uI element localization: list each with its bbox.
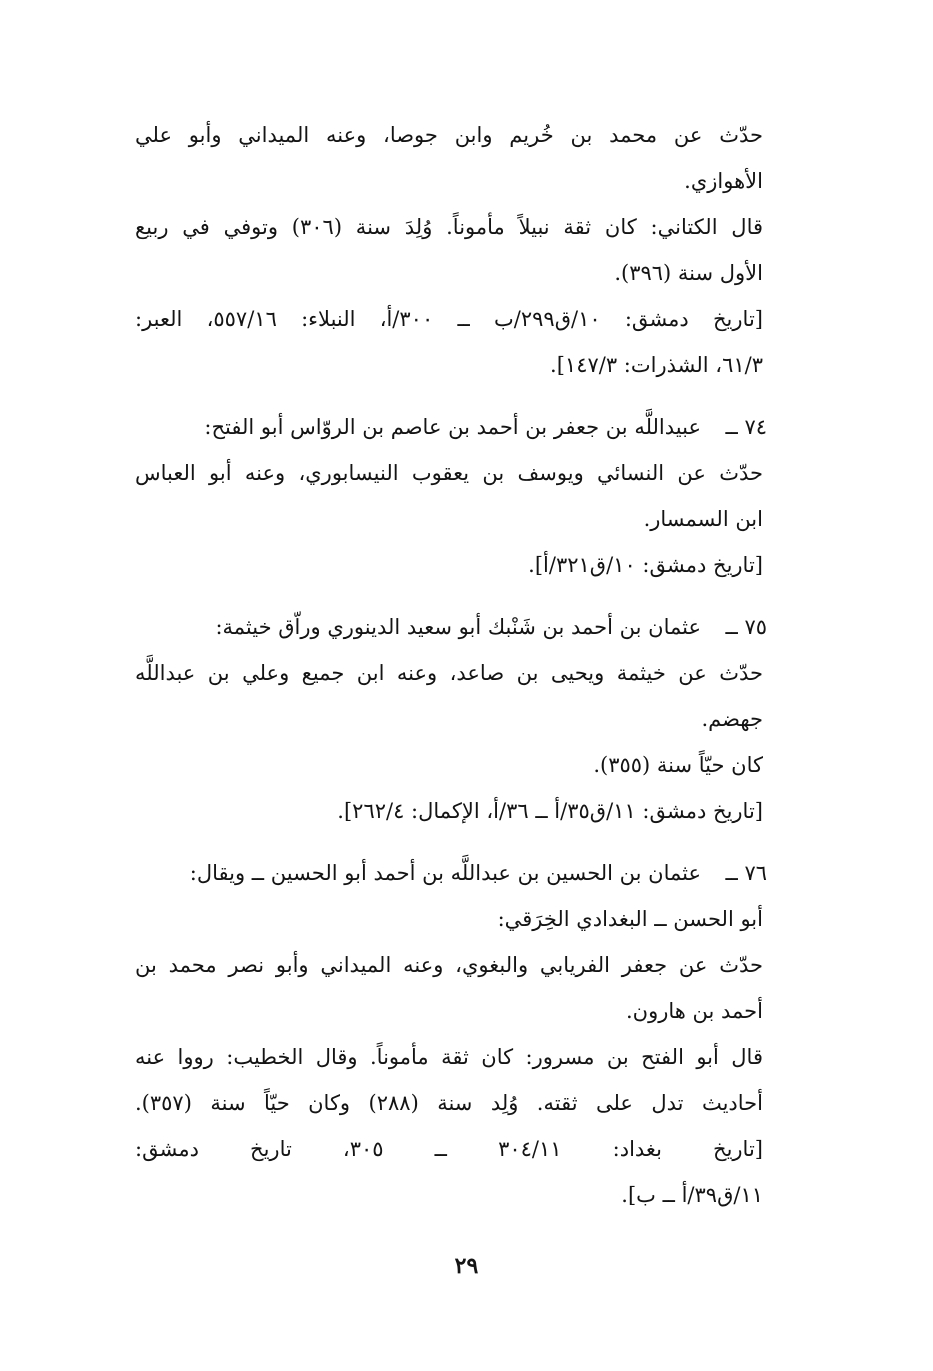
text-line: كان حيّاً سنة (٣٥٥). bbox=[593, 753, 763, 777]
previous-entry-text bbox=[135, 112, 763, 388]
text-line: حدّث عن جعفر الفريابي والبغوي، وعنه الميداني وأبو نصر محمد بن bbox=[135, 953, 763, 977]
text-line: قال الكتاني: كان ثقة نبيلاً مأموناً. وُلِدَ سنة (٣٠٦) وتوفي في ربيع bbox=[135, 215, 764, 239]
text-line: الأهوازي. bbox=[684, 169, 763, 193]
text-line: حدّث عن محمد بن خُريم وابن جوصا، وعنه الميداني وأبو علي bbox=[135, 123, 763, 147]
source-reference: ١١/ق٣٩/أ ــ ب]. bbox=[621, 1183, 763, 1207]
entry-number: ٧٦ ــ bbox=[725, 861, 767, 885]
entry-number: ٧٥ ــ bbox=[725, 615, 767, 639]
entry-75 bbox=[63, 604, 767, 650]
source-reference: [تاريخ دمشق: ١١/ق٣٥/أ ــ ٣٦/أ، الإكمال: ٢٦٢/٤]. bbox=[337, 799, 763, 823]
text-line: أبو الحسن ــ البغدادي الخِرَقي: bbox=[497, 907, 763, 931]
entry-74-body bbox=[135, 450, 763, 588]
text-line: أحاديث تدل على ثقته. وُلِد سنة (٢٨٨) وكان حيّاً سنة (٣٥٧). bbox=[135, 1091, 763, 1115]
source-reference: ٦١/٣، الشذرات: ١٤٧/٣]. bbox=[550, 353, 763, 377]
source-reference: [تاريخ بغداد: ٣٠٤/١١ ــ ٣٠٥، تاريخ دمشق: bbox=[135, 1137, 763, 1161]
entry-76 bbox=[63, 850, 767, 896]
text-line: جهضم. bbox=[701, 707, 763, 731]
text-line: قال أبو الفتح بن مسرور: كان ثقة مأموناً. وقال الخطيب: رووا عنه bbox=[135, 1045, 763, 1069]
entry-title: عثمان بن أحمد بن شَنْبك أبو سعيد الدينوري وراّق خيثمة: bbox=[215, 615, 701, 639]
page-number: ٢٩ bbox=[454, 1253, 479, 1279]
entry-75-body bbox=[135, 650, 763, 834]
text-line: الأول سنة (٣٩٦). bbox=[614, 261, 763, 285]
entry-number: ٧٤ ــ bbox=[725, 415, 767, 439]
text-line: أحمد بن هارون. bbox=[625, 999, 763, 1023]
source-reference: [تاريخ دمشق: ١٠/ق٢٩٩/ب ــ ٣٠٠/أ، النبلاء: ٥٥٧/١٦، العبر: bbox=[135, 307, 763, 331]
text-line: حدّث عن خيثمة ويحيى بن صاعد، وعنه ابن جميع وعلي بن عبداللَّه bbox=[135, 661, 763, 685]
entry-76-body bbox=[135, 896, 763, 1218]
entry-74 bbox=[63, 404, 767, 450]
entry-title: عثمان بن الحسين بن عبداللَّه بن أحمد أبو الحسين ــ ويقال: bbox=[189, 861, 701, 885]
source-reference: [تاريخ دمشق: ١٠/ق٣٢١/أ]. bbox=[528, 553, 763, 577]
text-line: ابن السمسار. bbox=[643, 507, 763, 531]
entry-title: عبيداللَّه بن جعفر بن أحمد بن عاصم بن الروّاس أبو الفتح: bbox=[204, 415, 701, 439]
text-line: حدّث عن النسائي ويوسف بن يعقوب النيسابوري، وعنه أبو العباس bbox=[135, 461, 763, 485]
